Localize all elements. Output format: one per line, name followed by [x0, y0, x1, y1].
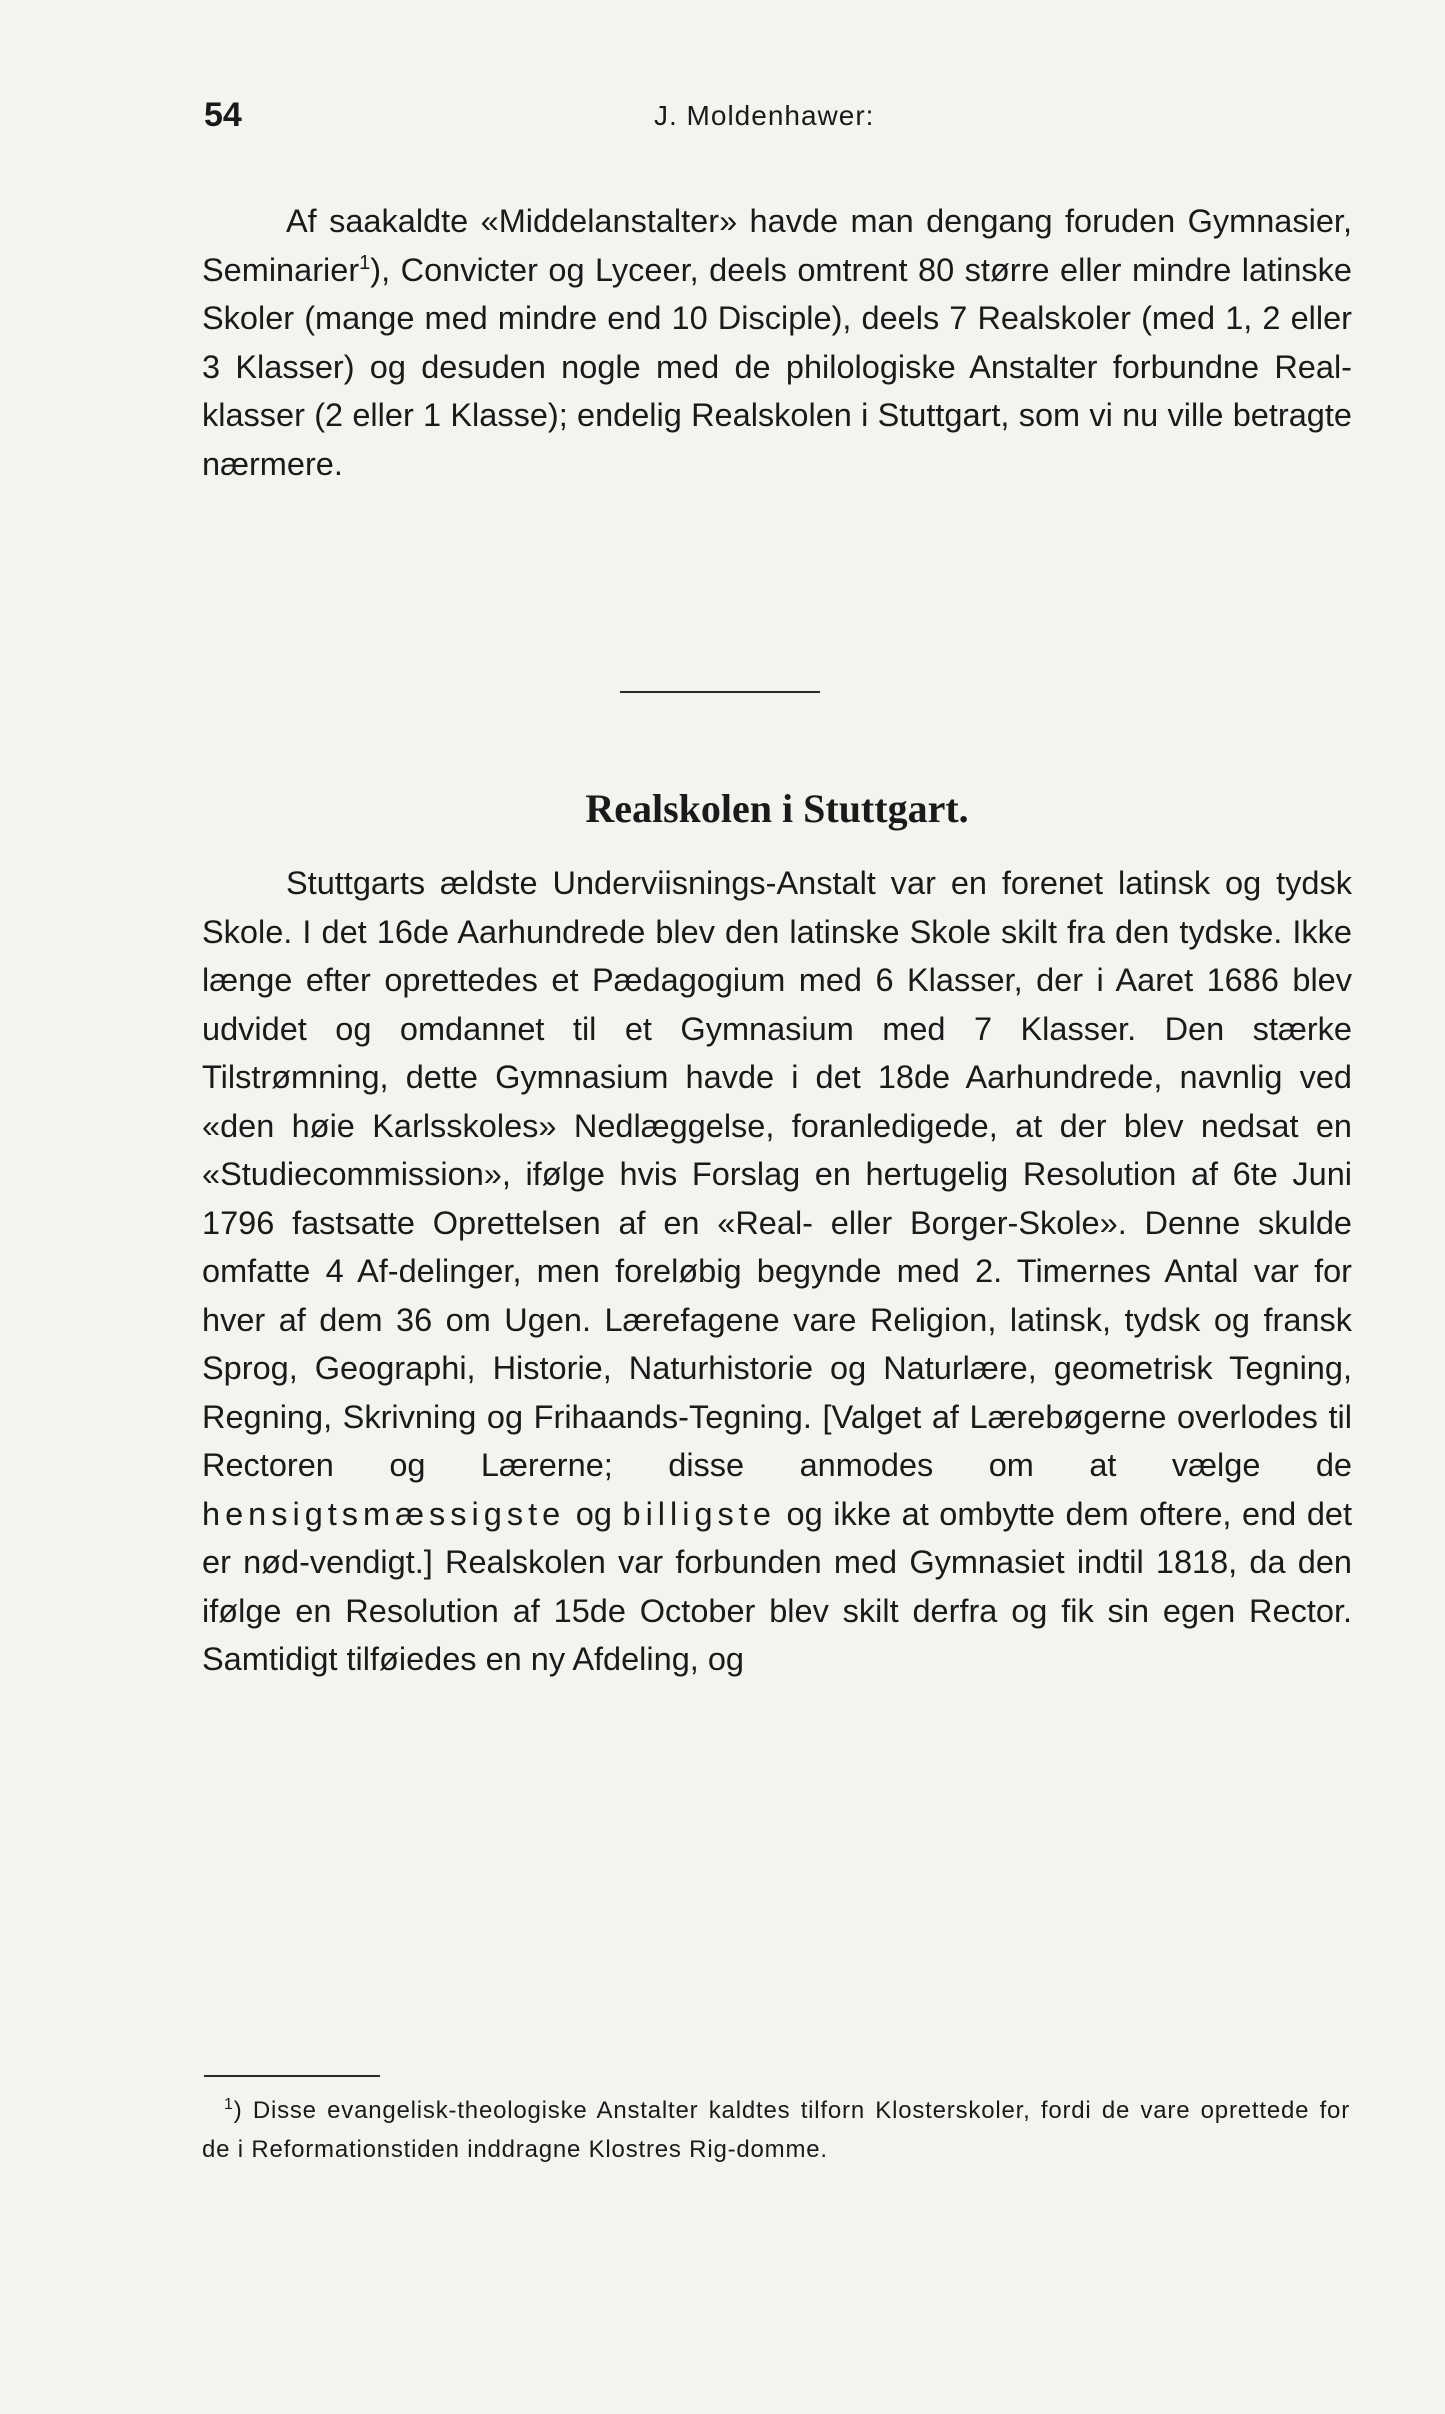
footnote	[202, 2085, 1350, 2169]
paragraph-main-part1: Stuttgarts ældste Underviisnings-Anstalt var en forenet latinsk og tydsk Skole. I det 16de Aarhundrede blev den latinske Skole skilt fra den tydske. Ikke længe efter oprettedes et Pædagogium med 6 Klasser, der i Aaret 1686 blev udvidet og omdannet til et Gymnasium med 7 Klasser. Den stærke Tilstrømning, dette Gymnasium havde i det 18de Aarhundrede, navnlig ved «den høie Karlsskoles» Nedlæggelse, foranledigede, at der blev nedsat en «Studiecommission», ifølge hvis Forslag en hertugelig Resolution af 6te Juni 1796 fastsatte Oprettelsen af en «Real- eller Borger-Skole». Denne skulde omfatte 4 Af-delinger, men foreløbig begynde med 2. Timernes Antal var for hver af dem 36 om Ugen. Lærefagene vare Religion, latinsk, tydsk og fransk Sprog, Geographi, Historie, Naturhistorie og Naturlære, geometrisk Tegning, Regning, Skrivning og Frihaands-Tegning. [Valget af Lærebøgerne overlodes til Rectoren og Lærerne; disse anmodes om at vælge de	[202, 865, 1352, 1483]
paragraph-intro-part2: ), Convicter og Lyceer, deels omtrent 80 større eller mindre latinske Skoler (mange med mindre end 10 Disciple), deels 7 Realskoler (med 1, 2 eller 3 Klasser) og desuden nogle med de philologiske Anstalter forbundne Real-klasser (2 eller 1 Klasse); endelig Realskolen i Stuttgart, som vi nu ville betragte nærmere.	[202, 251, 1352, 482]
running-title: J. Moldenhawer:	[654, 100, 875, 131]
page-number: 54	[204, 96, 242, 134]
footnote-reference: 1	[359, 251, 371, 274]
footnote-marker	[202, 2097, 243, 2124]
paragraph-intro-part1: Af saakaldte «Middelanstalter» havde man dengang foruden Gymnasier, Seminarier	[202, 203, 1352, 288]
paragraph-main-part2: og	[575, 1495, 612, 1532]
footnote-marker-number: 1	[224, 2096, 234, 2113]
paragraph-main	[202, 859, 1352, 1684]
emphasis-text: billigste	[622, 1495, 776, 1532]
paragraph-main-text	[202, 859, 1352, 1684]
footnote-text: Disse evangelisk-theologiske Anstalter kaldtes tilforn Klosterskoler, fordi de vare oprettede for de i Reformationstiden inddragne Klostres Rig-domme.	[202, 2097, 1350, 2163]
running-header	[204, 96, 1352, 136]
paragraph-intro	[202, 197, 1352, 488]
section-heading: Realskolen i Stuttgart.	[585, 786, 969, 831]
footnote-marker-paren: )	[233, 2097, 243, 2124]
paragraph-main-part3: og ikke at ombytte dem oftere, end det er nød-vendigt.] Realskolen var forbunden med Gymnasiet indtil 1818, da den ifølge en Resolution af 15de October blev skilt derfra og fik sin egen Rector. Samtidigt tilføiedes en ny Afdeling, og	[202, 1495, 1353, 1677]
section-divider	[620, 691, 820, 693]
emphasis-text: hensigtsmæssigste	[202, 1495, 566, 1532]
paragraph-intro-text	[202, 197, 1352, 488]
footnote-divider	[204, 2075, 380, 2077]
